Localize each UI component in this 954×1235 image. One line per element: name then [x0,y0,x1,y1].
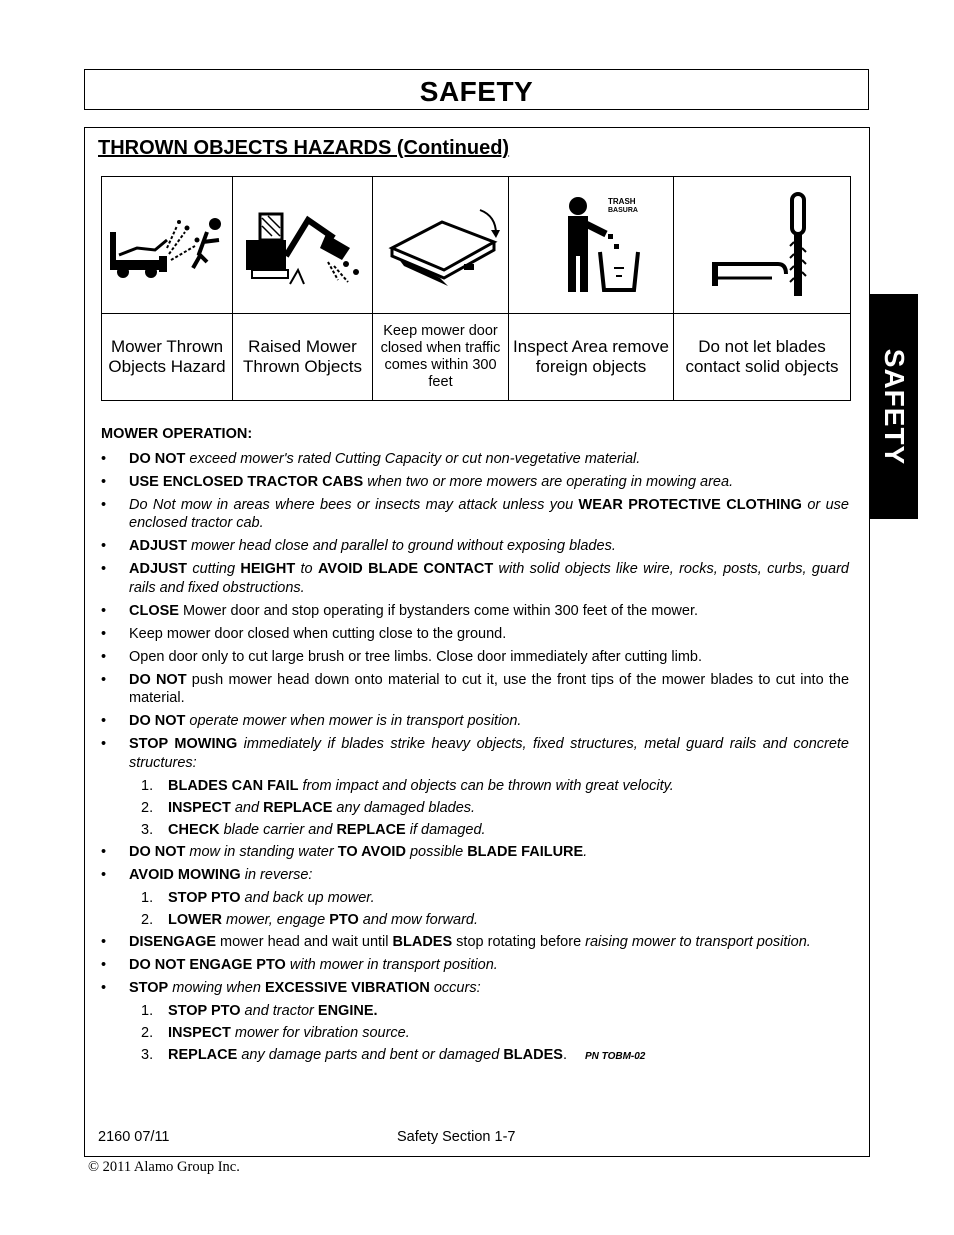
footer-page-number: Safety Section 1-7 [397,1129,516,1145]
pictogram-caption: Inspect Area remove foreign objects [509,314,674,401]
numbered-item: 3. CHECK blade carrier and REPLACE if damaged. [141,821,486,838]
pictogram-cell [233,177,373,314]
list-item: • CLOSE Mower door and stop operating if bystanders come within 300 feet of the mower. [101,602,849,621]
list-item: • STOP MOWING immediately if blades strike heavy objects, fixed structures, metal guard rails and concrete structures: [101,735,849,772]
list-item: • Open door only to cut large brush or tree limbs. Close door immediately after cutting limb. [101,648,849,667]
list-item: • DISENGAGE mower head and wait until BLADES stop rotating before raising mower to transport position. [101,933,849,952]
pictogram-table [101,176,851,401]
footer-model-date: 2160 07/11 [98,1129,170,1145]
section-title: THROWN OBJECTS HAZARDS (Continued) [98,137,510,159]
pictogram-cell [373,177,509,314]
mower-door-icon [378,200,504,290]
side-tab-label: SAFETY [878,348,910,465]
pictogram-caption: Mower Thrown Objects Hazard [102,314,233,401]
list-item: • Do Not mow in areas where bees or insects may attack unless you WEAR PROTECTIVE CLOTHING or use enclosed tractor cab. [101,496,849,533]
page-title: SAFETY [419,76,534,107]
trash-person-icon [516,190,666,300]
pictogram-caption: Raised Mower Thrown Objects [233,314,373,401]
mower-thrown-objects-icon [107,210,227,280]
numbered-item: 1. BLADES CAN FAIL from impact and objects can be thrown with great velocity. [141,777,674,794]
pictogram-cell [509,177,674,314]
list-item: • AVOID MOWING in reverse: [101,866,849,885]
blade-contact-icon [682,190,842,300]
numbered-item: 1. STOP PTO and tractor ENGINE. [141,1002,378,1019]
list-item: • DO NOT push mower head down onto material to cut it, use the front tips of the mower blades to cut into the material. [101,671,849,708]
pictogram-caption: Do not let blades contact solid objects [674,314,851,401]
mower-operation-heading: MOWER OPERATION: [101,426,253,442]
copyright: © 2011 Alamo Group Inc. [88,1159,240,1175]
mower-operation-section [101,425,849,1070]
list-item: • ADJUST mower head close and parallel to ground without exposing blades. [101,537,849,556]
list-item: • STOP mowing when EXCESSIVE VIBRATION occurs: [101,979,849,998]
raised-mower-icon [238,200,368,290]
list-item: • DO NOT ENGAGE PTO with mower in transport position. [101,956,849,975]
pictogram-cell [102,177,233,314]
side-tab [869,294,918,519]
header-box [84,69,869,110]
numbered-item: 1. STOP PTO and back up mower. [141,889,375,906]
numbered-item: 2. LOWER mower, engage PTO and mow forward. [141,911,479,928]
pictogram-caption: Keep mower door closed when traffic comes within 300 feet [373,314,509,401]
list-item: • DO NOT mow in standing water TO AVOID possible BLADE FAILURE. [101,843,849,862]
numbered-item: 3. REPLACE any damage parts and bent or damaged BLADES. PN TOBM-02 [141,1046,646,1063]
bin-label-1: TRASH [608,197,636,206]
list-item: • ADJUST cutting HEIGHT to AVOID BLADE CONTACT with solid objects like wire, rocks, posts, curbs, guard rails and fixed obstructions. [101,560,849,597]
part-number: PN TOBM-02 [584,1050,646,1062]
list-item: • DO NOT exceed mower's rated Cutting Capacity or cut non-vegetative material. [101,450,849,469]
pictogram-cell [674,177,851,314]
list-item: • USE ENCLOSED TRACTOR CABS when two or more mowers are operating in mowing area. [101,473,849,492]
bin-label-2: BASURA [608,207,638,214]
numbered-item: 2. INSPECT and REPLACE any damaged blades. [141,799,476,816]
list-item: • Keep mower door closed when cutting close to the ground. [101,625,849,644]
list-item: • DO NOT operate mower when mower is in transport position. [101,712,849,731]
numbered-item: 2. INSPECT mower for vibration source. [141,1024,410,1041]
